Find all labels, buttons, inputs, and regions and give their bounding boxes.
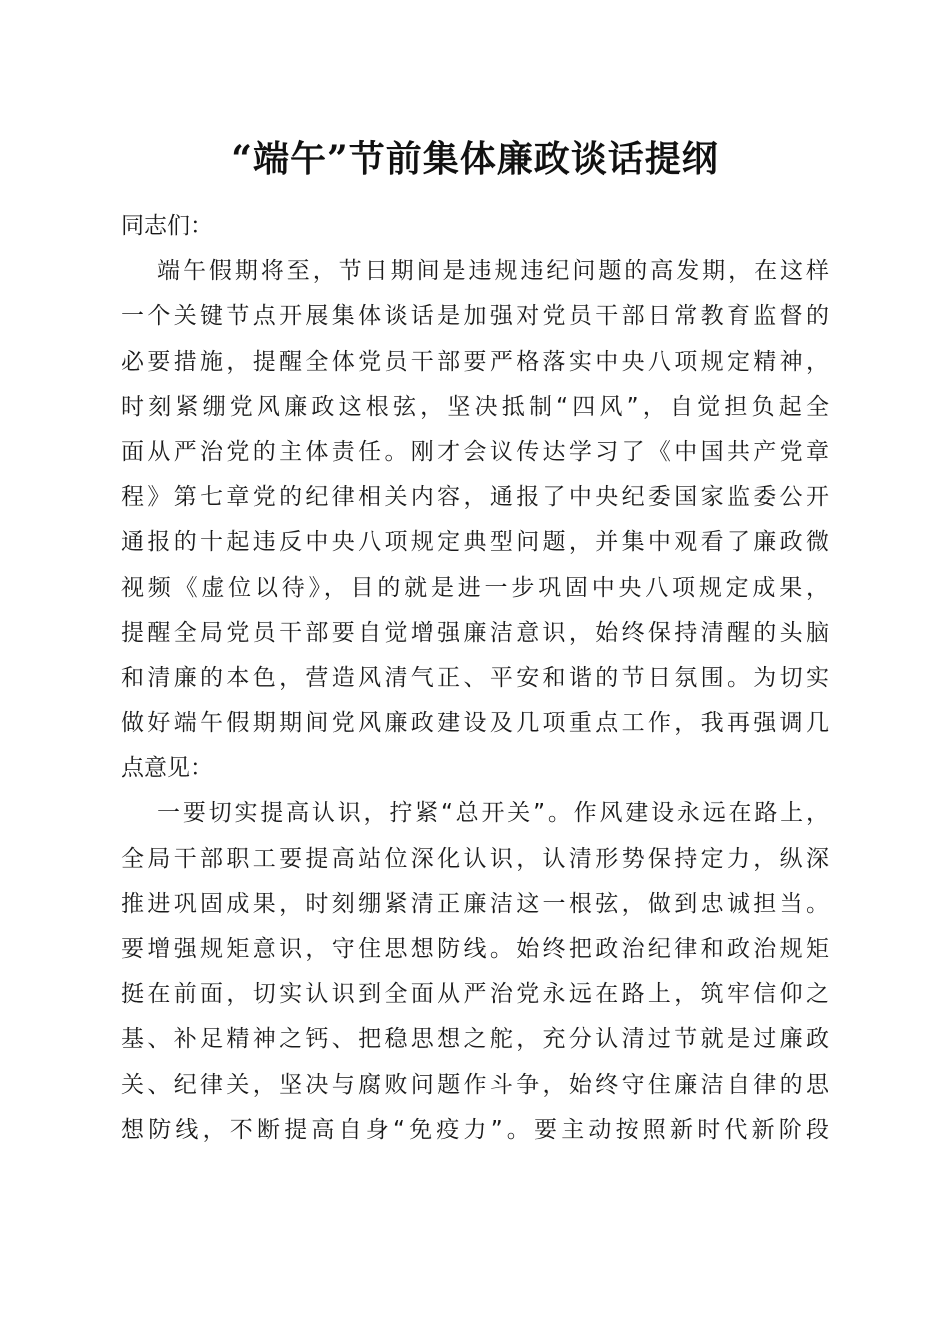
paragraph-line: 一个关键节点开展集体谈话是加强对党员干部日常教育监督的 xyxy=(121,303,829,330)
paragraph-line: 推进巩固成果，时刻绷紧清正廉洁这一根弦，做到忠诚担当。 xyxy=(121,890,829,917)
paragraph-line: 视频《虚位以待》，目的就是进一步巩固中央八项规定成果， xyxy=(121,574,829,601)
paragraph-line: 通报的十起违反中央八项规定典型问题，并集中观看了廉政微 xyxy=(121,529,829,556)
paragraph-2 xyxy=(121,791,829,1153)
paragraph-line: 做好端午假期期间党风廉政建设及几项重点工作，我再强调几 xyxy=(121,710,829,737)
paragraph-line: 端午假期将至，节日期间是违规违纪问题的高发期，在这样 xyxy=(157,258,829,285)
paragraph-line: 时刻紧绷党风廉政这根弦，坚决抵制“四风”，自觉担负起全 xyxy=(121,393,829,420)
paragraph-line: 要增强规矩意识，守住思想防线。始终把政治纪律和政治规矩 xyxy=(121,936,829,962)
paragraph-line: 关、纪律关，坚决与腐败问题作斗争，始终守住廉洁自律的思 xyxy=(121,1071,829,1098)
paragraph-line: 挺在前面，切实认识到全面从严治党永远在路上，筑牢信仰之 xyxy=(121,981,829,1008)
paragraph-line: 程》第七章党的纪律相关内容，通报了中央纪委国家监委公开 xyxy=(121,484,829,511)
paragraph-1 xyxy=(121,249,829,791)
paragraph-line: 基、补足精神之钙、把稳思想之舵，充分认清过节就是过廉政 xyxy=(121,1026,829,1053)
salutation: 同志们： xyxy=(121,213,213,239)
paragraph-line: 想防线，不断提高自身“免疫力”。要主动按照新时代新阶段 xyxy=(121,1116,829,1143)
paragraph-line: 和清廉的本色，营造风清气正、平安和谐的节日氛围。为切实 xyxy=(121,664,829,691)
document-title: “端午”节前集体廉政谈话提纲 xyxy=(231,138,719,180)
document-body xyxy=(121,204,829,1153)
paragraph-line: 一要切实提高认识，拧紧“总开关”。作风建设永远在路上， xyxy=(157,800,829,827)
paragraph-line: 全局干部职工要提高站位深化认识，认清形势保持定力，纵深 xyxy=(121,845,829,872)
paragraph-line: 点意见： xyxy=(121,755,213,782)
paragraph-line: 面从严治党的主体责任。刚才会议传达学习了《中国共产党章 xyxy=(121,438,829,465)
paragraph-line: 必要措施，提醒全体党员干部要严格落实中央八项规定精神， xyxy=(121,348,829,375)
paragraph-line: 提醒全局党员干部要自觉增强廉洁意识，始终保持清醒的头脑 xyxy=(121,619,829,646)
